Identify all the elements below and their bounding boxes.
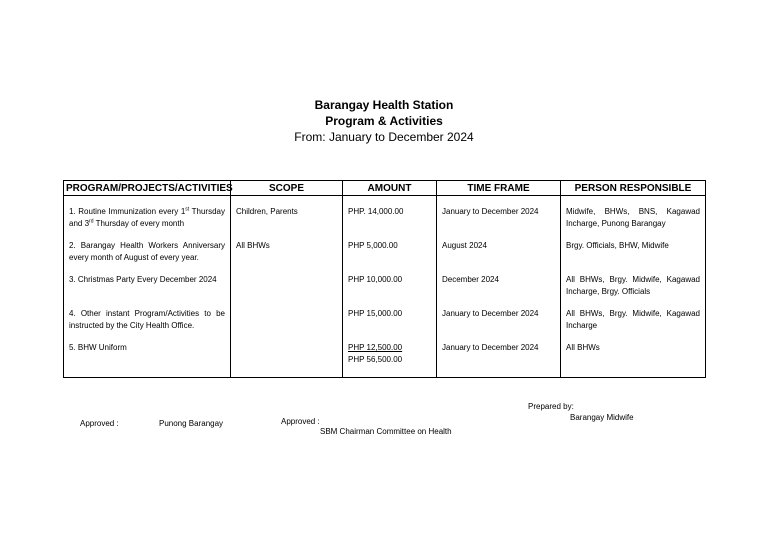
amount-total: PHP 56,500.00 <box>348 355 403 364</box>
table-header-row <box>64 181 706 196</box>
document-header <box>0 97 768 145</box>
approved-name-1: Punong Barangay <box>159 419 224 428</box>
date-range: From: January to December 2024 <box>294 130 474 144</box>
amount-value: PHP 12,500.00 <box>348 343 403 352</box>
program-table <box>63 180 706 378</box>
column-header-time-frame: TIME FRAME <box>437 181 561 196</box>
scope-cell: All BHWs <box>236 241 270 250</box>
time-frame-cell: August 2024 <box>442 241 487 250</box>
amount-cell: PHP 10,000.00 <box>348 275 403 284</box>
person-responsible-column <box>561 196 706 378</box>
column-header-person-responsible: PERSON RESPONSIBLE <box>561 181 706 196</box>
scope-cell: Children, Parents <box>236 207 298 216</box>
amount-cell: PHP 5,000.00 <box>348 241 398 250</box>
column-header-program: PROGRAM/PROJECTS/ACTIVITIES <box>64 181 231 196</box>
program-cell: 3. Christmas Party Every December 2024 <box>69 275 217 284</box>
scope-column <box>231 196 343 378</box>
amount-cell <box>348 342 431 376</box>
program-cell: 4. Other instant Program/Activities to be instructed by the City Health Office. <box>69 309 225 330</box>
time-frame-cell: January to December 2024 <box>442 207 539 216</box>
amount-cell: PHP 15,000.00 <box>348 309 403 318</box>
person-responsible-cell: All BHWs, Brgy. Midwife, Kagawad Incharge, Brgy. Officials <box>566 275 700 296</box>
approved-label-2: Approved : <box>281 417 320 426</box>
person-responsible-cell: Brgy. Officials, BHW, Midwife <box>566 241 669 250</box>
amount-cell: PHP. 14,000.00 <box>348 207 404 216</box>
approved-label-1: Approved : <box>80 419 119 428</box>
table-body-row <box>64 196 706 378</box>
time-frame-column <box>437 196 561 378</box>
program-cell: 2. Barangay Health Workers Anniversary every month of August of every year. <box>69 241 225 262</box>
document-subtitle-title: Program & Activities <box>325 114 443 128</box>
prepared-by-label: Prepared by: <box>528 402 574 411</box>
time-frame-cell: December 2024 <box>442 275 499 284</box>
approved-name-2: SBM Chairman Committee on Health <box>320 427 452 436</box>
program-cell: 5. BHW Uniform <box>69 343 127 352</box>
person-responsible-cell: Midwife, BHWs, BNS, Kagawad Incharge, Punong Barangay <box>566 207 700 228</box>
column-header-scope: SCOPE <box>231 181 343 196</box>
person-responsible-cell: All BHWs, Brgy. Midwife, Kagawad Incharge <box>566 309 700 330</box>
time-frame-cell: January to December 2024 <box>442 343 539 352</box>
prepared-by-name: Barangay Midwife <box>570 413 634 422</box>
column-header-amount: AMOUNT <box>343 181 437 196</box>
time-frame-cell: January to December 2024 <box>442 309 539 318</box>
person-responsible-cell: All BHWs <box>566 343 600 352</box>
document-title: Barangay Health Station <box>314 98 454 112</box>
amount-column <box>343 196 437 378</box>
program-cell: 1. Routine Immunization every 1st Thursday and 3rd Thursday of every month <box>69 206 225 228</box>
program-column <box>64 196 231 378</box>
